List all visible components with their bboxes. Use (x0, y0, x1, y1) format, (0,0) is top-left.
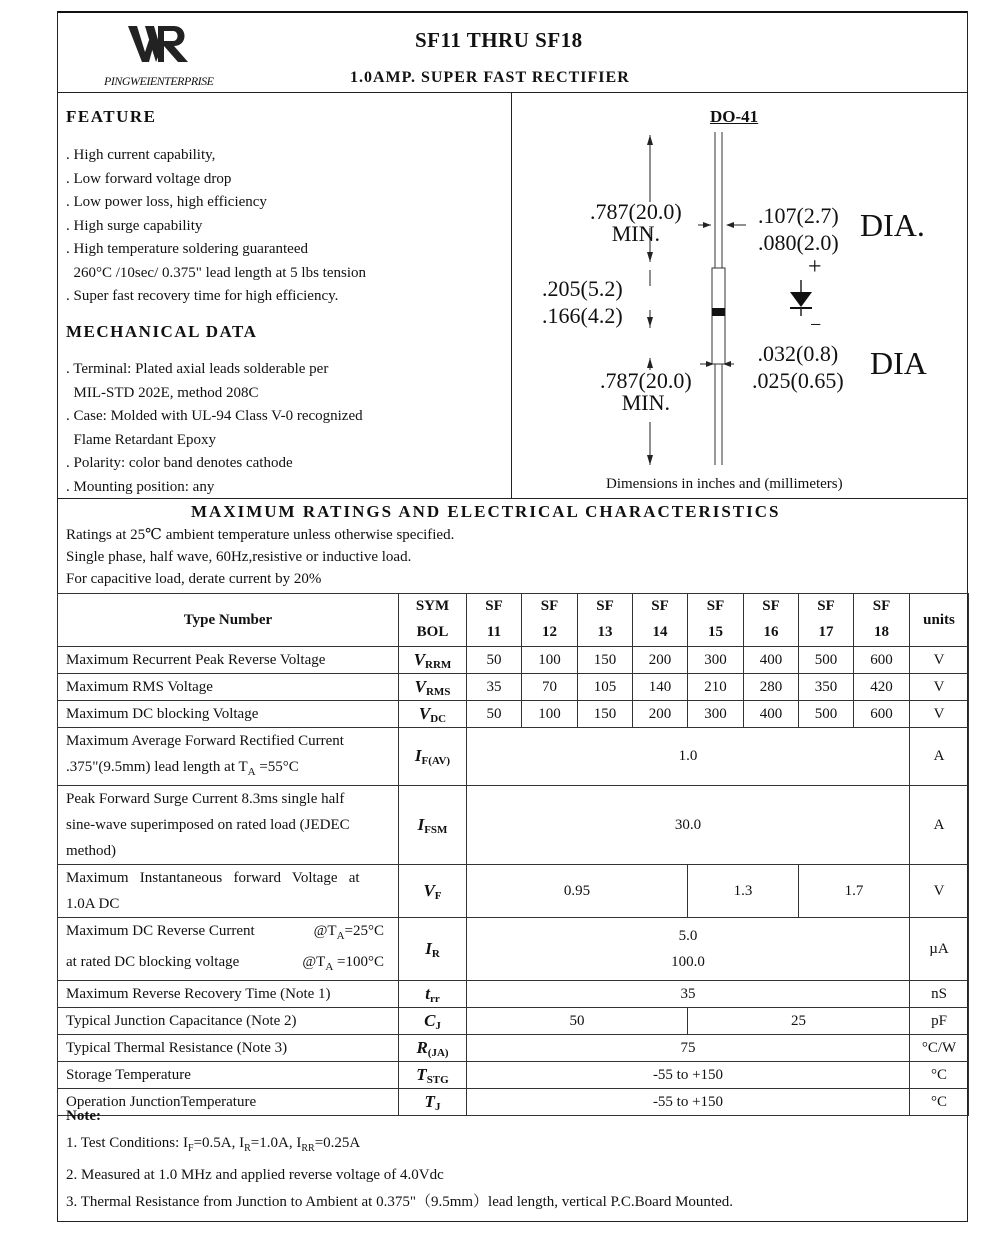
part-prefix: SF (688, 594, 744, 620)
part-prefix: SF (854, 594, 910, 620)
part-number: 18 (854, 620, 910, 647)
body-length: .205(5.2) .166(4.2) (542, 276, 623, 328)
condition-line: For capacitive load, derate current by 20% (66, 571, 322, 587)
table-row (58, 786, 969, 865)
notes-heading: Note: (66, 1108, 101, 1124)
parameter-cell: Peak Forward Surge Current 8.3ms single half sine-wave superimposed on rated load (JEDEC method) (58, 786, 399, 865)
lead-length-bottom: .787(20.0) MIN. (600, 368, 692, 415)
table-row (58, 647, 969, 674)
list-item: 260°C /10sec/ 0.375" lead length at 5 lbs tension (66, 264, 366, 281)
unit-cell: V (910, 674, 969, 701)
table-row (58, 674, 969, 701)
list-item: . Super fast recovery time for high efficiency. (66, 288, 339, 304)
list-item: . Mounting position: any (66, 478, 215, 495)
list-item: . Low forward voltage drop (66, 170, 232, 187)
lead-diameter: .032(0.8) .025(0.65) (752, 341, 844, 393)
unit-cell: V (910, 701, 969, 728)
unit-cell: pF (910, 1008, 969, 1035)
list-item: . High surge capability (66, 217, 203, 234)
condition-line: Single phase, half wave, 60Hz,resistive or inductive load. (66, 549, 412, 565)
company-logo (128, 26, 192, 62)
value-cell: 1.3 (688, 865, 799, 918)
value-cell: 400 (744, 701, 799, 728)
value-cell: 140 (633, 674, 688, 701)
bottom-rule (57, 1221, 968, 1222)
list-item: . Low power loss, high efficiency (66, 194, 267, 210)
list-item: . Case: Molded with UL-94 Class V-0 recognized (66, 408, 363, 424)
value-cell: 35 (467, 674, 522, 701)
symbol-header: BOL (399, 620, 467, 647)
parameter-cell: Maximum DC Reverse Current $@T_A=25^\circ C$ at rated DC blocking voltage $@T_A =100^\circ C$ (58, 918, 399, 981)
value-cell: 5.0 100.0 (467, 918, 910, 981)
list-item: . Terminal: Plated axial leads solderable per (66, 361, 329, 377)
part-prefix: SF (799, 594, 854, 620)
note-3: 3. Thermal Resistance from Junction to Ambient at 0.375"（9.5mm）lead length, vertical P.C.Board Mounted. (66, 1194, 733, 1210)
unit-cell: °C (910, 1062, 969, 1089)
symbol-cell: $R_{(JA)}$ (399, 1035, 467, 1062)
unit-cell: A (910, 728, 969, 786)
mechanical-heading: MECHANICAL DATA (66, 322, 258, 341)
value-cell: 50 (467, 647, 522, 674)
value-cell: 100 (522, 647, 578, 674)
table-row (58, 1008, 969, 1035)
value-cell: 35 (467, 981, 910, 1008)
parameter-cell: Maximum Instantaneous forward Voltage at 1.0A DC (58, 865, 399, 918)
value-cell: 210 (688, 674, 744, 701)
feature-heading: FEATURE (66, 107, 157, 126)
table-row (58, 918, 969, 981)
value-cell: 150 (578, 647, 633, 674)
table-row (58, 1035, 969, 1062)
lead-length-top: .787(20.0) MIN. (590, 199, 682, 246)
header-rule (57, 92, 968, 93)
document-subtitle: 1.0AMP. SUPER FAST RECTIFIER (350, 69, 630, 86)
value-cell: 600 (854, 647, 910, 674)
value-cell: -55 to +150 (467, 1089, 910, 1116)
symbol-cell: $I_R$ (399, 918, 467, 981)
unit-cell: nS (910, 981, 969, 1008)
parameter-cell: Maximum RMS Voltage (58, 674, 399, 701)
value-cell: 500 (799, 701, 854, 728)
ratings-conditions (66, 524, 454, 590)
symbol-cell: $V_{RMS}$ (399, 674, 467, 701)
value-cell: 300 (688, 701, 744, 728)
value-cell: 25 (688, 1008, 910, 1035)
part-prefix: SF (633, 594, 688, 620)
parameter-cell: Maximum Recurrent Peak Reverse Voltage (58, 647, 399, 674)
type-number-header: Type Number (58, 594, 399, 647)
parameter-cell: Typical Thermal Resistance (Note 3) (58, 1035, 399, 1062)
value-cell: 1.0 (467, 728, 910, 786)
feature-list (66, 144, 366, 309)
value-cell: 100 (522, 701, 578, 728)
symbol-cell: $V_{RRM}$ (399, 647, 467, 674)
part-number: 16 (744, 620, 799, 647)
table-row (58, 981, 969, 1008)
unit-cell: V (910, 865, 969, 918)
value-cell: 350 (799, 674, 854, 701)
mechanical-list (66, 358, 363, 499)
value-cell: 105 (578, 674, 633, 701)
value-cell: 30.0 (467, 786, 910, 865)
lead-diameter-label: DIA (870, 345, 927, 381)
note-2: 2. Measured at 1.0 MHz and applied reverse voltage of 4.0Vdc (66, 1167, 444, 1183)
parameter-cell: Maximum DC blocking Voltage (58, 701, 399, 728)
value-cell: 300 (688, 647, 744, 674)
value-cell: 50 (467, 701, 522, 728)
condition-line: Ratings at 25℃ ambient temperature unless otherwise specified. (66, 527, 455, 543)
unit-cell: °C (910, 1089, 969, 1116)
value-cell: 200 (633, 647, 688, 674)
parameter-cell: Typical Junction Capacitance (Note 2) (58, 1008, 399, 1035)
document-title: SF11 THRU SF18 (415, 28, 583, 52)
value-cell: 200 (633, 701, 688, 728)
parameter-cell: Storage Temperature (58, 1062, 399, 1089)
value-cell: 600 (854, 701, 910, 728)
value-cell: 400 (744, 647, 799, 674)
dimension-caption: Dimensions in inches and (millimeters) (606, 476, 843, 492)
table-row (58, 1062, 969, 1089)
value-cell: 75 (467, 1035, 910, 1062)
parameter-cell: Operation JunctionTemperature (58, 1089, 399, 1116)
part-number: 11 (467, 620, 522, 647)
units-header: units (910, 594, 969, 647)
value-cell: 1.7 (799, 865, 910, 918)
part-number: 12 (522, 620, 578, 647)
value-cell: 0.95 (467, 865, 688, 918)
value-cell: 70 (522, 674, 578, 701)
symbol-cell: $I_{F(AV)}$ (399, 728, 467, 786)
value-cell: 50 (467, 1008, 688, 1035)
table-header-row (58, 594, 969, 620)
list-item: Flame Retardant Epoxy (66, 431, 216, 448)
value-cell: 500 (799, 647, 854, 674)
value-cell: 280 (744, 674, 799, 701)
list-item: . Polarity: color band denotes cathode (66, 455, 293, 471)
symbol-header: SYM (399, 594, 467, 620)
symbol-cell: $t_{rr}$ (399, 981, 467, 1008)
cathode-mark: − (810, 314, 822, 336)
symbol-cell: $V_F$ (399, 865, 467, 918)
part-number: 15 (688, 620, 744, 647)
table-row (58, 865, 969, 918)
part-prefix: SF (744, 594, 799, 620)
unit-cell: V (910, 647, 969, 674)
notes-section (66, 1103, 733, 1216)
part-number: 13 (578, 620, 633, 647)
value-cell: 150 (578, 701, 633, 728)
symbol-cell: $V_{DC}$ (399, 701, 467, 728)
value-cell: -55 to +150 (467, 1062, 910, 1089)
body-diameter: .107(2.7) .080(2.0) (758, 203, 839, 255)
part-prefix: SF (578, 594, 633, 620)
unit-cell: °C/W (910, 1035, 969, 1062)
part-prefix: SF (467, 594, 522, 620)
symbol-cell: $T_{STG}$ (399, 1062, 467, 1089)
body-diameter-label: DIA. (860, 207, 925, 243)
list-item: MIL-STD 202E, method 208C (66, 384, 259, 401)
unit-cell: A (910, 786, 969, 865)
symbol-cell: $I_{FSM}$ (399, 786, 467, 865)
list-item: . High temperature soldering guaranteed (66, 241, 308, 257)
parameter-cell: Maximum Average Forward Rectified Current .375"(9.5mm) lead length at $T_A =55^\circ C$ (58, 728, 399, 786)
table-row (58, 728, 969, 786)
top-rule (57, 11, 968, 13)
ratings-table (57, 593, 969, 1116)
part-number: 14 (633, 620, 688, 647)
parameter-cell: Maximum Reverse Recovery Time (Note 1) (58, 981, 399, 1008)
list-item: . High current capability, (66, 147, 216, 163)
symbol-cell: $T_J$ (399, 1089, 467, 1116)
part-prefix: SF (522, 594, 578, 620)
table-row (58, 701, 969, 728)
ratings-heading: MAXIMUM RATINGS AND ELECTRICAL CHARACTERISTICS (191, 502, 781, 521)
note-1: 1. Test Conditions: $I_F=0.5A$, $I_R=1.0A$, $I_{RR}=0.25A$ (66, 1135, 361, 1154)
anode-mark: + (808, 254, 822, 280)
unit-cell: µA (910, 918, 969, 981)
company-name: PINGWEIENTERPRISE (104, 74, 214, 88)
package-name: DO-41 (710, 107, 759, 126)
part-number: 17 (799, 620, 854, 647)
value-cell: 420 (854, 674, 910, 701)
symbol-cell: $C_J$ (399, 1008, 467, 1035)
